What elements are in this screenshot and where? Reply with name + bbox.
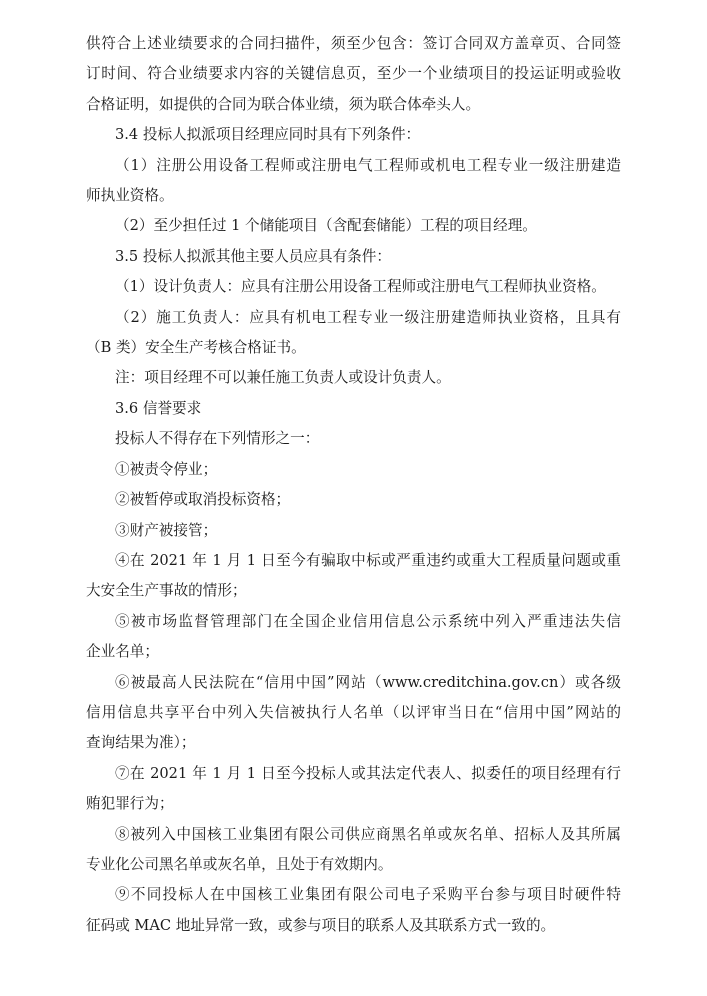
text-line: 投标人不得存在下列情形之一： bbox=[115, 430, 320, 448]
text-line: 贿犯罪行为； bbox=[86, 795, 174, 813]
text-line: （2）施工负责人：应具有机电工程专业一级注册建造师执业资格，且具有 bbox=[115, 308, 621, 326]
text-line: （1）注册公用设备工程师或注册电气工程师或机电工程专业一级注册建造 bbox=[115, 156, 621, 174]
text-line: （B 类）安全生产考核合格证书。 bbox=[86, 339, 306, 357]
text-line: 师执业资格。 bbox=[86, 187, 174, 205]
text-line: ⑦在 2021 年 1 月 1 日至今投标人或其法定代表人、拟委任的项目经理有行 bbox=[115, 764, 621, 782]
text-line: （1）设计负责人：应具有注册公用设备工程师或注册电气工程师执业资格。 bbox=[115, 278, 606, 296]
text-line: 订时间、符合业绩要求内容的关键信息页，至少一个业绩项目的投运证明或验收 bbox=[86, 65, 621, 83]
text-line: ④在 2021 年 1 月 1 日至今有骗取中标或严重违约或重大工程质量问题或重 bbox=[115, 551, 621, 569]
text-line: ①被责令停业； bbox=[115, 460, 218, 478]
text-line: （2）至少担任过 1 个储能项目（含配套储能）工程的项目经理。 bbox=[115, 217, 537, 235]
text-line: ⑨不同投标人在中国核工业集团有限公司电子采购平台参与项目时硬件特 bbox=[115, 886, 621, 904]
text-line: 合格证明，如提供的合同为联合体业绩，须为联合体牵头人。 bbox=[86, 95, 481, 113]
text-line: ③财产被接管； bbox=[115, 521, 218, 539]
text-line: ②被暂停或取消投标资格； bbox=[115, 491, 291, 509]
text-line: 征码或 MAC 地址异常一致，或参与项目的联系人及其联系方式一致的。 bbox=[86, 916, 556, 934]
text-line: ⑤被市场监督管理部门在全国企业信用信息公示系统中列入严重违法失信 bbox=[115, 612, 621, 630]
text-line: 3.6 信誉要求 bbox=[115, 399, 202, 417]
text-line: 专业化公司黑名单或灰名单，且处于有效期内。 bbox=[86, 855, 393, 873]
text-line: 供符合上述业绩要求的合同扫描件，须至少包含：签订合同双方盖章页、合同签 bbox=[86, 35, 621, 52]
text-line: 注：项目经理不可以兼任施工负责人或设计负责人。 bbox=[115, 369, 451, 387]
text-line: 查询结果为准）； bbox=[86, 734, 196, 752]
text-line: 3.5 投标人拟派其他主要人员应具有条件： bbox=[115, 247, 391, 265]
text-line: 3.4 投标人拟派项目经理应同时具有下列条件： bbox=[115, 126, 421, 144]
text-line: 信用信息共享平台中列入失信被执行人名单（以评审当日在“信用中国”网站的 bbox=[86, 703, 621, 721]
text-line: ⑥被最高人民法院在“信用中国”网站（www.creditchina.gov.cn）或各级 bbox=[115, 673, 621, 691]
text-line: 企业名单； bbox=[86, 643, 159, 661]
text-line: 大安全生产事故的情形； bbox=[86, 582, 247, 600]
text-line: ⑧被列入中国核工业集团有限公司供应商黑名单或灰名单、招标人及其所属 bbox=[115, 825, 621, 843]
